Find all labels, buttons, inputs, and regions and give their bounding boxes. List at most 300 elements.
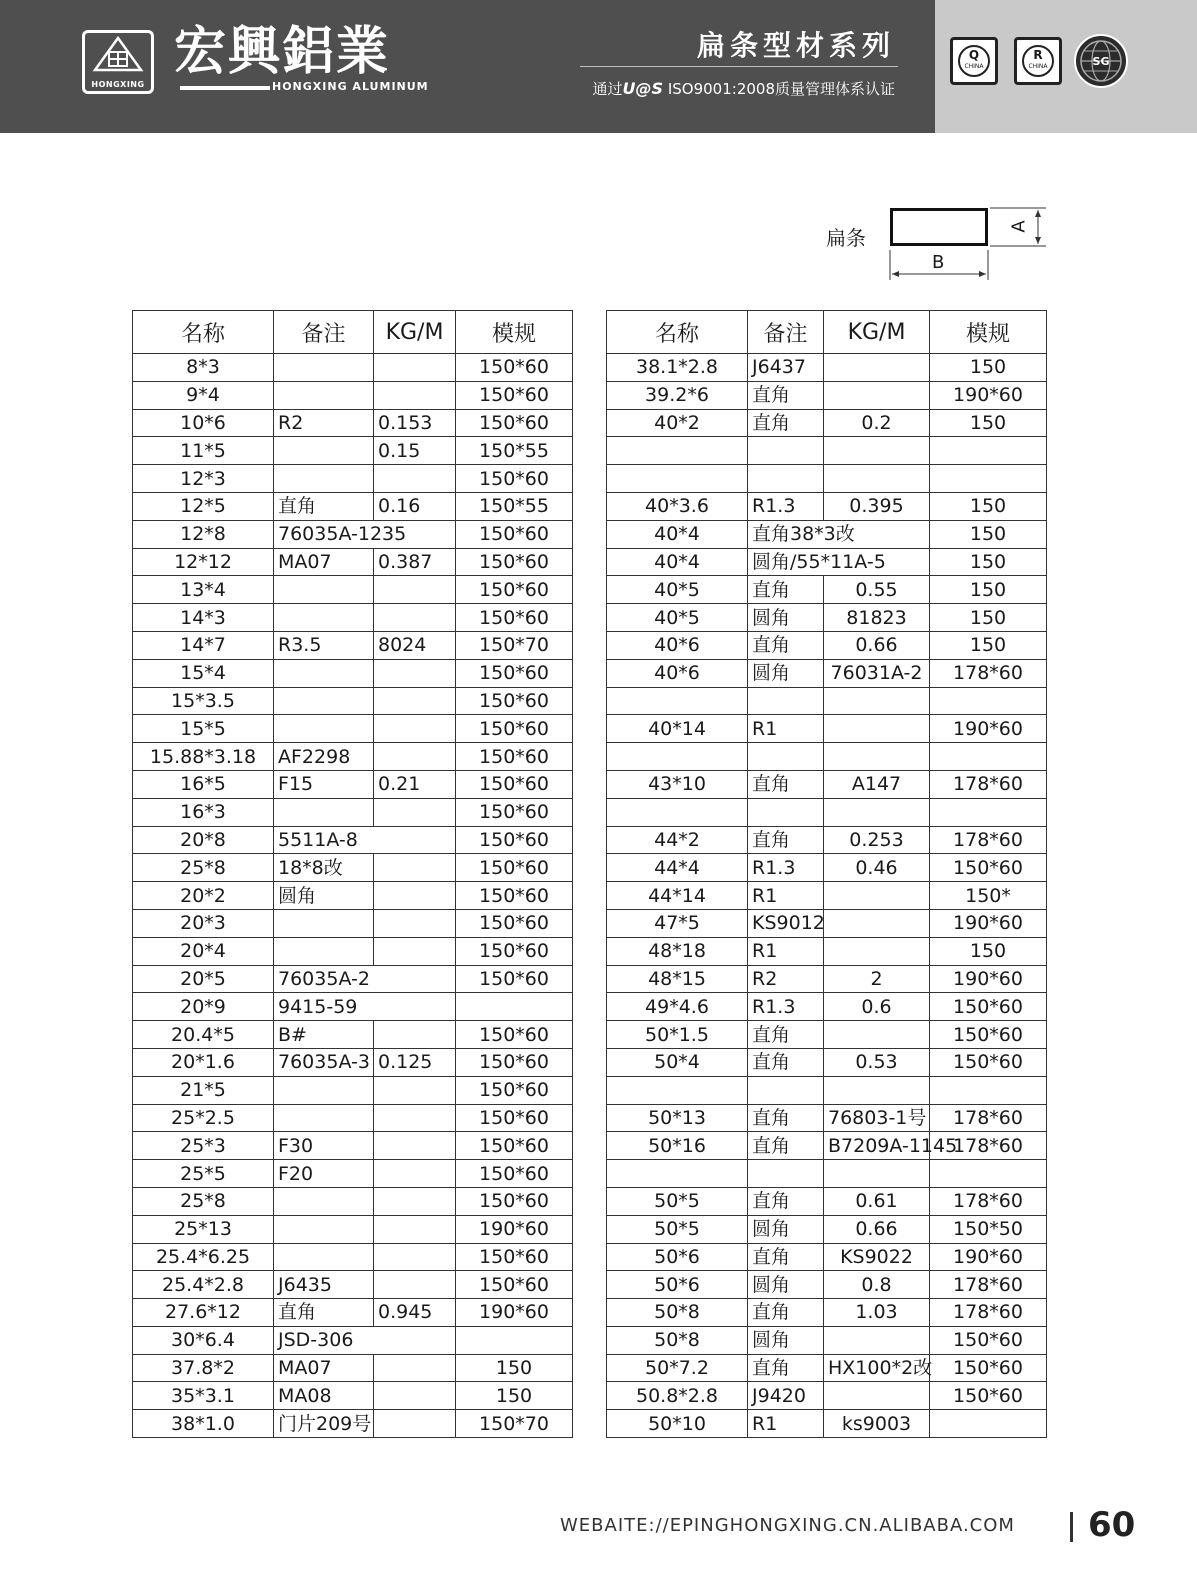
cell-remark xyxy=(274,659,374,687)
table-row xyxy=(607,1187,1047,1215)
cell-kgm: 0.46 xyxy=(824,854,930,882)
badge-caption: CHINA xyxy=(964,63,984,70)
cert-prefix: 通过 xyxy=(592,80,623,98)
table-row xyxy=(607,1132,1047,1160)
cell-die: 190*60 xyxy=(456,1299,573,1327)
cell-die: 150*60 xyxy=(456,826,573,854)
cell-die: 178*60 xyxy=(930,826,1047,854)
table-row xyxy=(607,631,1047,659)
cell-remark: 门片209号 xyxy=(274,1410,374,1438)
cell-die xyxy=(930,465,1047,493)
cell-die: 150*60 xyxy=(456,798,573,826)
table-row xyxy=(607,937,1047,965)
cell-remark: 圆角 xyxy=(748,1271,824,1299)
table-row xyxy=(133,770,573,798)
cell-name: 16*5 xyxy=(133,770,274,798)
table-row xyxy=(133,1104,573,1132)
cell-kgm: 0.8 xyxy=(824,1271,930,1299)
cell-remark: R2 xyxy=(274,409,374,437)
cell-kgm xyxy=(374,659,456,687)
cell-kgm: 0.55 xyxy=(824,576,930,604)
cell-die: 190*60 xyxy=(456,1215,573,1243)
cell-remark: 圆角 xyxy=(748,1215,824,1243)
cell-remark: 直角 xyxy=(748,1187,824,1215)
cell-die: 150*60 xyxy=(456,1076,573,1104)
series-title: 扁条型材系列 xyxy=(696,29,895,62)
cell-name: 50*4 xyxy=(607,1048,748,1076)
r-china-badge-icon xyxy=(1014,37,1062,85)
table-row xyxy=(133,937,573,965)
cell-kgm: 0.66 xyxy=(824,1215,930,1243)
diagram-label: 扁条 xyxy=(826,226,866,250)
cell-name: 16*3 xyxy=(133,798,274,826)
cell-kgm: 76031A-2 xyxy=(824,659,930,687)
cell-remark xyxy=(274,465,374,493)
cell-kgm xyxy=(824,715,930,743)
cell-kgm xyxy=(824,1326,930,1354)
cell-die: 150*60 xyxy=(456,743,573,771)
cell-kgm: 2 xyxy=(824,965,930,993)
cell-name: 40*3.6 xyxy=(607,492,748,520)
column-header-remark: 备注 xyxy=(274,311,374,354)
cell-name: 10*6 xyxy=(133,409,274,437)
cell-remark: 圆角 xyxy=(748,604,824,632)
table-row xyxy=(133,909,573,937)
table-row xyxy=(133,1160,573,1188)
table-row xyxy=(133,437,573,465)
cell-name: 12*3 xyxy=(133,465,274,493)
cell-name: 49*4.6 xyxy=(607,993,748,1021)
table-row xyxy=(133,1271,573,1299)
cell-die: 150 xyxy=(930,548,1047,576)
cell-remark: 9415-59 xyxy=(274,993,456,1021)
cell-kgm xyxy=(824,798,930,826)
cell-kgm xyxy=(374,354,456,382)
table-row xyxy=(133,520,573,548)
cell-kgm xyxy=(374,465,456,493)
cell-remark: 直角 xyxy=(748,1132,824,1160)
cell-die: 150*50 xyxy=(930,1215,1047,1243)
table-header-row xyxy=(607,311,1047,354)
cell-kgm xyxy=(374,854,456,882)
cell-name: 50*13 xyxy=(607,1104,748,1132)
table-row xyxy=(607,659,1047,687)
cell-remark xyxy=(274,1243,374,1271)
cell-die: 150 xyxy=(930,631,1047,659)
cell-remark: R1.3 xyxy=(748,492,824,520)
cell-kgm xyxy=(374,1410,456,1438)
cell-name: 25*2.5 xyxy=(133,1104,274,1132)
cell-die: 150*70 xyxy=(456,631,573,659)
cell-remark: 直角 xyxy=(274,492,374,520)
cell-kgm xyxy=(824,1021,930,1049)
cell-kgm xyxy=(374,1382,456,1410)
table-row xyxy=(133,1354,573,1382)
cell-kgm xyxy=(374,1104,456,1132)
cell-remark xyxy=(274,937,374,965)
cell-kgm xyxy=(824,743,930,771)
cell-name: 11*5 xyxy=(133,437,274,465)
cell-remark: 圆角/55*11A-5 xyxy=(748,548,930,576)
table-row xyxy=(133,687,573,715)
cell-die: 150 xyxy=(930,937,1047,965)
cell-kgm xyxy=(374,1243,456,1271)
table-row xyxy=(607,381,1047,409)
cell-die xyxy=(456,1326,573,1354)
page-header xyxy=(0,0,1197,133)
cell-die: 150*60 xyxy=(456,465,573,493)
cell-kgm xyxy=(374,1215,456,1243)
cell-kgm: HX100*2改 xyxy=(824,1354,930,1382)
cell-die: 150*60 xyxy=(930,993,1047,1021)
cell-name: 43*10 xyxy=(607,770,748,798)
table-row xyxy=(607,1021,1047,1049)
sgs-globe-icon xyxy=(1074,34,1128,88)
cell-name: 25.4*6.25 xyxy=(133,1243,274,1271)
cell-die: 150*60 xyxy=(456,548,573,576)
dimension-b-label: B xyxy=(932,252,945,273)
cell-name: 50.8*2.8 xyxy=(607,1382,748,1410)
header-divider xyxy=(580,66,898,67)
cell-kgm xyxy=(374,381,456,409)
table-row xyxy=(607,1048,1047,1076)
cell-name xyxy=(607,437,748,465)
table-row xyxy=(607,1160,1047,1188)
cell-remark xyxy=(274,1104,374,1132)
table-row xyxy=(607,854,1047,882)
cell-remark xyxy=(748,798,824,826)
cell-remark xyxy=(274,798,374,826)
cell-die: 150*60 xyxy=(930,1326,1047,1354)
cell-name: 50*7.2 xyxy=(607,1354,748,1382)
cell-kgm xyxy=(374,798,456,826)
cell-name: 40*6 xyxy=(607,631,748,659)
cell-kgm xyxy=(374,687,456,715)
cell-name xyxy=(607,1160,748,1188)
cell-die xyxy=(930,1410,1047,1438)
table-row xyxy=(607,492,1047,520)
cell-remark: R3.5 xyxy=(274,631,374,659)
dimension-a-label: A xyxy=(1008,220,1030,233)
cell-name: 40*5 xyxy=(607,576,748,604)
table-row xyxy=(607,909,1047,937)
table-row xyxy=(607,465,1047,493)
cell-name: 50*5 xyxy=(607,1215,748,1243)
brand-underline xyxy=(180,86,270,90)
cell-die: 190*60 xyxy=(930,1243,1047,1271)
table-row xyxy=(133,409,573,437)
table-row xyxy=(607,687,1047,715)
cell-kgm xyxy=(824,909,930,937)
table-row xyxy=(133,1215,573,1243)
globe-text: SG xyxy=(1092,55,1110,68)
cell-die xyxy=(930,798,1047,826)
table-row xyxy=(607,1076,1047,1104)
column-header-die: 模规 xyxy=(930,311,1047,354)
cell-remark: 76035A-1235 xyxy=(274,520,456,548)
cell-die: 150*60 xyxy=(456,909,573,937)
cell-remark xyxy=(274,576,374,604)
cell-remark: MA08 xyxy=(274,1382,374,1410)
cell-kgm xyxy=(374,882,456,910)
cell-remark: R2 xyxy=(748,965,824,993)
cell-name: 21*5 xyxy=(133,1076,274,1104)
cell-name: 50*10 xyxy=(607,1410,748,1438)
cell-remark xyxy=(748,1076,824,1104)
cell-kgm: 0.153 xyxy=(374,409,456,437)
cell-name: 20*8 xyxy=(133,826,274,854)
cell-name: 25*3 xyxy=(133,1132,274,1160)
table-row xyxy=(607,1299,1047,1327)
cell-die: 178*60 xyxy=(930,1271,1047,1299)
table-row xyxy=(607,354,1047,382)
table-row xyxy=(607,1271,1047,1299)
table-row xyxy=(607,993,1047,1021)
cell-die: 178*60 xyxy=(930,770,1047,798)
cell-name: 38*1.0 xyxy=(133,1410,274,1438)
cell-remark: 直角 xyxy=(748,1243,824,1271)
cell-remark: R1 xyxy=(748,882,824,910)
cell-name: 20*3 xyxy=(133,909,274,937)
certification-text xyxy=(593,78,895,99)
cell-kgm: 0.125 xyxy=(374,1048,456,1076)
cell-die xyxy=(930,1160,1047,1188)
cell-remark: 圆角 xyxy=(748,659,824,687)
cell-kgm xyxy=(374,1076,456,1104)
cell-die: 150*60 xyxy=(456,354,573,382)
cell-remark: 76035A-2 xyxy=(274,965,456,993)
cell-remark: 直角 xyxy=(748,1048,824,1076)
cell-name: 15*3.5 xyxy=(133,687,274,715)
cell-remark: F30 xyxy=(274,1132,374,1160)
table-row xyxy=(133,576,573,604)
cell-name: 40*2 xyxy=(607,409,748,437)
cell-die: 150*60 xyxy=(456,381,573,409)
table-row xyxy=(607,1382,1047,1410)
cell-kgm: 0.66 xyxy=(824,631,930,659)
cell-remark xyxy=(274,1076,374,1104)
cell-die: 150*60 xyxy=(456,1160,573,1188)
column-header-remark: 备注 xyxy=(748,311,824,354)
column-header-kgm: KG/M xyxy=(374,311,456,354)
cell-die: 150 xyxy=(930,604,1047,632)
table-row xyxy=(133,492,573,520)
cell-die: 150*55 xyxy=(456,437,573,465)
table-row xyxy=(133,465,573,493)
cell-kgm: 0.2 xyxy=(824,409,930,437)
cell-kgm xyxy=(374,909,456,937)
cell-name: 47*5 xyxy=(607,909,748,937)
cell-kgm xyxy=(374,1132,456,1160)
cell-remark: 直角38*3改 xyxy=(748,520,930,548)
footer-website: WEBAITE://EPINGHONGXING.CN.ALIBABA.COM xyxy=(560,1515,1015,1536)
q-china-badge-icon xyxy=(950,37,998,85)
logo-caption: HONGXING xyxy=(91,80,145,89)
cell-kgm xyxy=(374,1160,456,1188)
cell-name: 14*3 xyxy=(133,604,274,632)
cell-die: 150*60 xyxy=(456,715,573,743)
cell-name: 40*6 xyxy=(607,659,748,687)
table-row xyxy=(133,715,573,743)
cell-name: 25*8 xyxy=(133,854,274,882)
table-row xyxy=(607,576,1047,604)
cell-remark: 76035A-3 xyxy=(274,1048,374,1076)
cell-kgm xyxy=(374,1187,456,1215)
cell-kgm: 0.61 xyxy=(824,1187,930,1215)
cell-remark: 直角 xyxy=(748,576,824,604)
cell-die: 150*60 xyxy=(930,1382,1047,1410)
cell-die: 150*70 xyxy=(456,1410,573,1438)
cell-remark xyxy=(274,715,374,743)
cell-kgm xyxy=(374,576,456,604)
table-row xyxy=(607,826,1047,854)
table-row xyxy=(133,1021,573,1049)
cell-name xyxy=(607,1076,748,1104)
cell-name: 12*12 xyxy=(133,548,274,576)
cell-die: 190*60 xyxy=(930,909,1047,937)
table-row xyxy=(133,1382,573,1410)
cell-die: 150*60 xyxy=(456,604,573,632)
cell-name: 35*3.1 xyxy=(133,1382,274,1410)
cell-name: 37.8*2 xyxy=(133,1354,274,1382)
cell-die: 150*60 xyxy=(930,1048,1047,1076)
cell-die: 150 xyxy=(930,354,1047,382)
table-row xyxy=(133,854,573,882)
table-row xyxy=(133,965,573,993)
cell-die: 150*60 xyxy=(456,1243,573,1271)
cell-name: 12*8 xyxy=(133,520,274,548)
cell-remark xyxy=(748,465,824,493)
cell-remark: 18*8改 xyxy=(274,854,374,882)
cell-remark xyxy=(274,437,374,465)
table-row xyxy=(133,882,573,910)
table-row xyxy=(133,354,573,382)
cell-remark: MA07 xyxy=(274,548,374,576)
cell-name: 30*6.4 xyxy=(133,1326,274,1354)
cell-die: 150*60 xyxy=(456,520,573,548)
cell-name: 50*5 xyxy=(607,1187,748,1215)
cell-remark xyxy=(274,909,374,937)
cell-remark: R1 xyxy=(748,937,824,965)
cell-kgm: ks9003 xyxy=(824,1410,930,1438)
table-row xyxy=(133,993,573,1021)
cell-die xyxy=(930,687,1047,715)
cell-remark: J6437 xyxy=(748,354,824,382)
cell-kgm: 76803-1号 xyxy=(824,1104,930,1132)
cell-kgm xyxy=(374,1271,456,1299)
cell-die: 150 xyxy=(930,409,1047,437)
cell-name: 8*3 xyxy=(133,354,274,382)
cell-die: 150* xyxy=(930,882,1047,910)
cell-die: 150 xyxy=(930,576,1047,604)
table-row xyxy=(133,743,573,771)
cell-die: 178*60 xyxy=(930,1187,1047,1215)
cell-die: 150*60 xyxy=(456,1104,573,1132)
cell-kgm: 8024 xyxy=(374,631,456,659)
cell-remark: R1 xyxy=(748,1410,824,1438)
cell-die: 150*60 xyxy=(456,1132,573,1160)
column-header-kgm: KG/M xyxy=(824,311,930,354)
cell-remark xyxy=(274,381,374,409)
cell-die: 150*60 xyxy=(456,882,573,910)
table-row xyxy=(607,1410,1047,1438)
cell-name: 44*2 xyxy=(607,826,748,854)
cell-kgm: 0.945 xyxy=(374,1299,456,1327)
table-row xyxy=(133,1048,573,1076)
cell-die: 150*60 xyxy=(456,1048,573,1076)
cell-remark: 直角 xyxy=(748,1104,824,1132)
cell-die: 150*60 xyxy=(456,965,573,993)
cell-kgm xyxy=(824,465,930,493)
table-row xyxy=(607,520,1047,548)
table-row xyxy=(607,604,1047,632)
spec-table-left xyxy=(132,310,573,1438)
cell-kgm xyxy=(824,354,930,382)
cell-name: 39.2*6 xyxy=(607,381,748,409)
cell-name: 12*5 xyxy=(133,492,274,520)
cell-die: 150*55 xyxy=(456,492,573,520)
cell-name: 27.6*12 xyxy=(133,1299,274,1327)
cell-remark: 圆角 xyxy=(748,1326,824,1354)
cell-remark xyxy=(748,687,824,715)
table-row xyxy=(607,770,1047,798)
cell-die xyxy=(930,743,1047,771)
cell-remark: AF2298 xyxy=(274,743,374,771)
cell-remark: 直角 xyxy=(748,1354,824,1382)
cell-name: 20*5 xyxy=(133,965,274,993)
cell-kgm xyxy=(824,937,930,965)
table-row xyxy=(133,826,573,854)
cell-die: 178*60 xyxy=(930,1299,1047,1327)
column-header-name: 名称 xyxy=(133,311,274,354)
cell-name xyxy=(607,798,748,826)
cell-remark: J6435 xyxy=(274,1271,374,1299)
brand-name-english: HONGXING ALUMINUM xyxy=(272,80,429,93)
cell-remark xyxy=(748,437,824,465)
cell-name: 25*5 xyxy=(133,1160,274,1188)
cell-die: 150*60 xyxy=(456,1271,573,1299)
cert-standard: ISO9001:2008质量管理体系认证 xyxy=(667,80,895,98)
table-row xyxy=(133,1299,573,1327)
cell-remark: J9420 xyxy=(748,1382,824,1410)
cell-remark: R1 xyxy=(748,715,824,743)
cell-kgm: 0.53 xyxy=(824,1048,930,1076)
column-header-name: 名称 xyxy=(607,311,748,354)
cell-name: 25.4*2.8 xyxy=(133,1271,274,1299)
cell-kgm: KS9022 xyxy=(824,1243,930,1271)
cell-die xyxy=(930,437,1047,465)
cell-die: 150*60 xyxy=(930,1354,1047,1382)
cell-kgm: 81823 xyxy=(824,604,930,632)
cell-remark xyxy=(274,687,374,715)
table-row xyxy=(133,798,573,826)
cell-kgm xyxy=(374,715,456,743)
badge-caption: CHINA xyxy=(1028,63,1048,70)
cell-name: 48*15 xyxy=(607,965,748,993)
cell-remark xyxy=(274,1215,374,1243)
cell-remark xyxy=(748,743,824,771)
table-row xyxy=(133,631,573,659)
cell-kgm xyxy=(374,743,456,771)
cell-remark xyxy=(274,604,374,632)
cell-remark: JSD-306 xyxy=(274,1326,456,1354)
table-row xyxy=(607,1243,1047,1271)
table-row xyxy=(607,437,1047,465)
cell-remark: 直角 xyxy=(748,409,824,437)
cell-kgm xyxy=(824,687,930,715)
cell-die: 178*60 xyxy=(930,1104,1047,1132)
table-header-row xyxy=(133,311,573,354)
